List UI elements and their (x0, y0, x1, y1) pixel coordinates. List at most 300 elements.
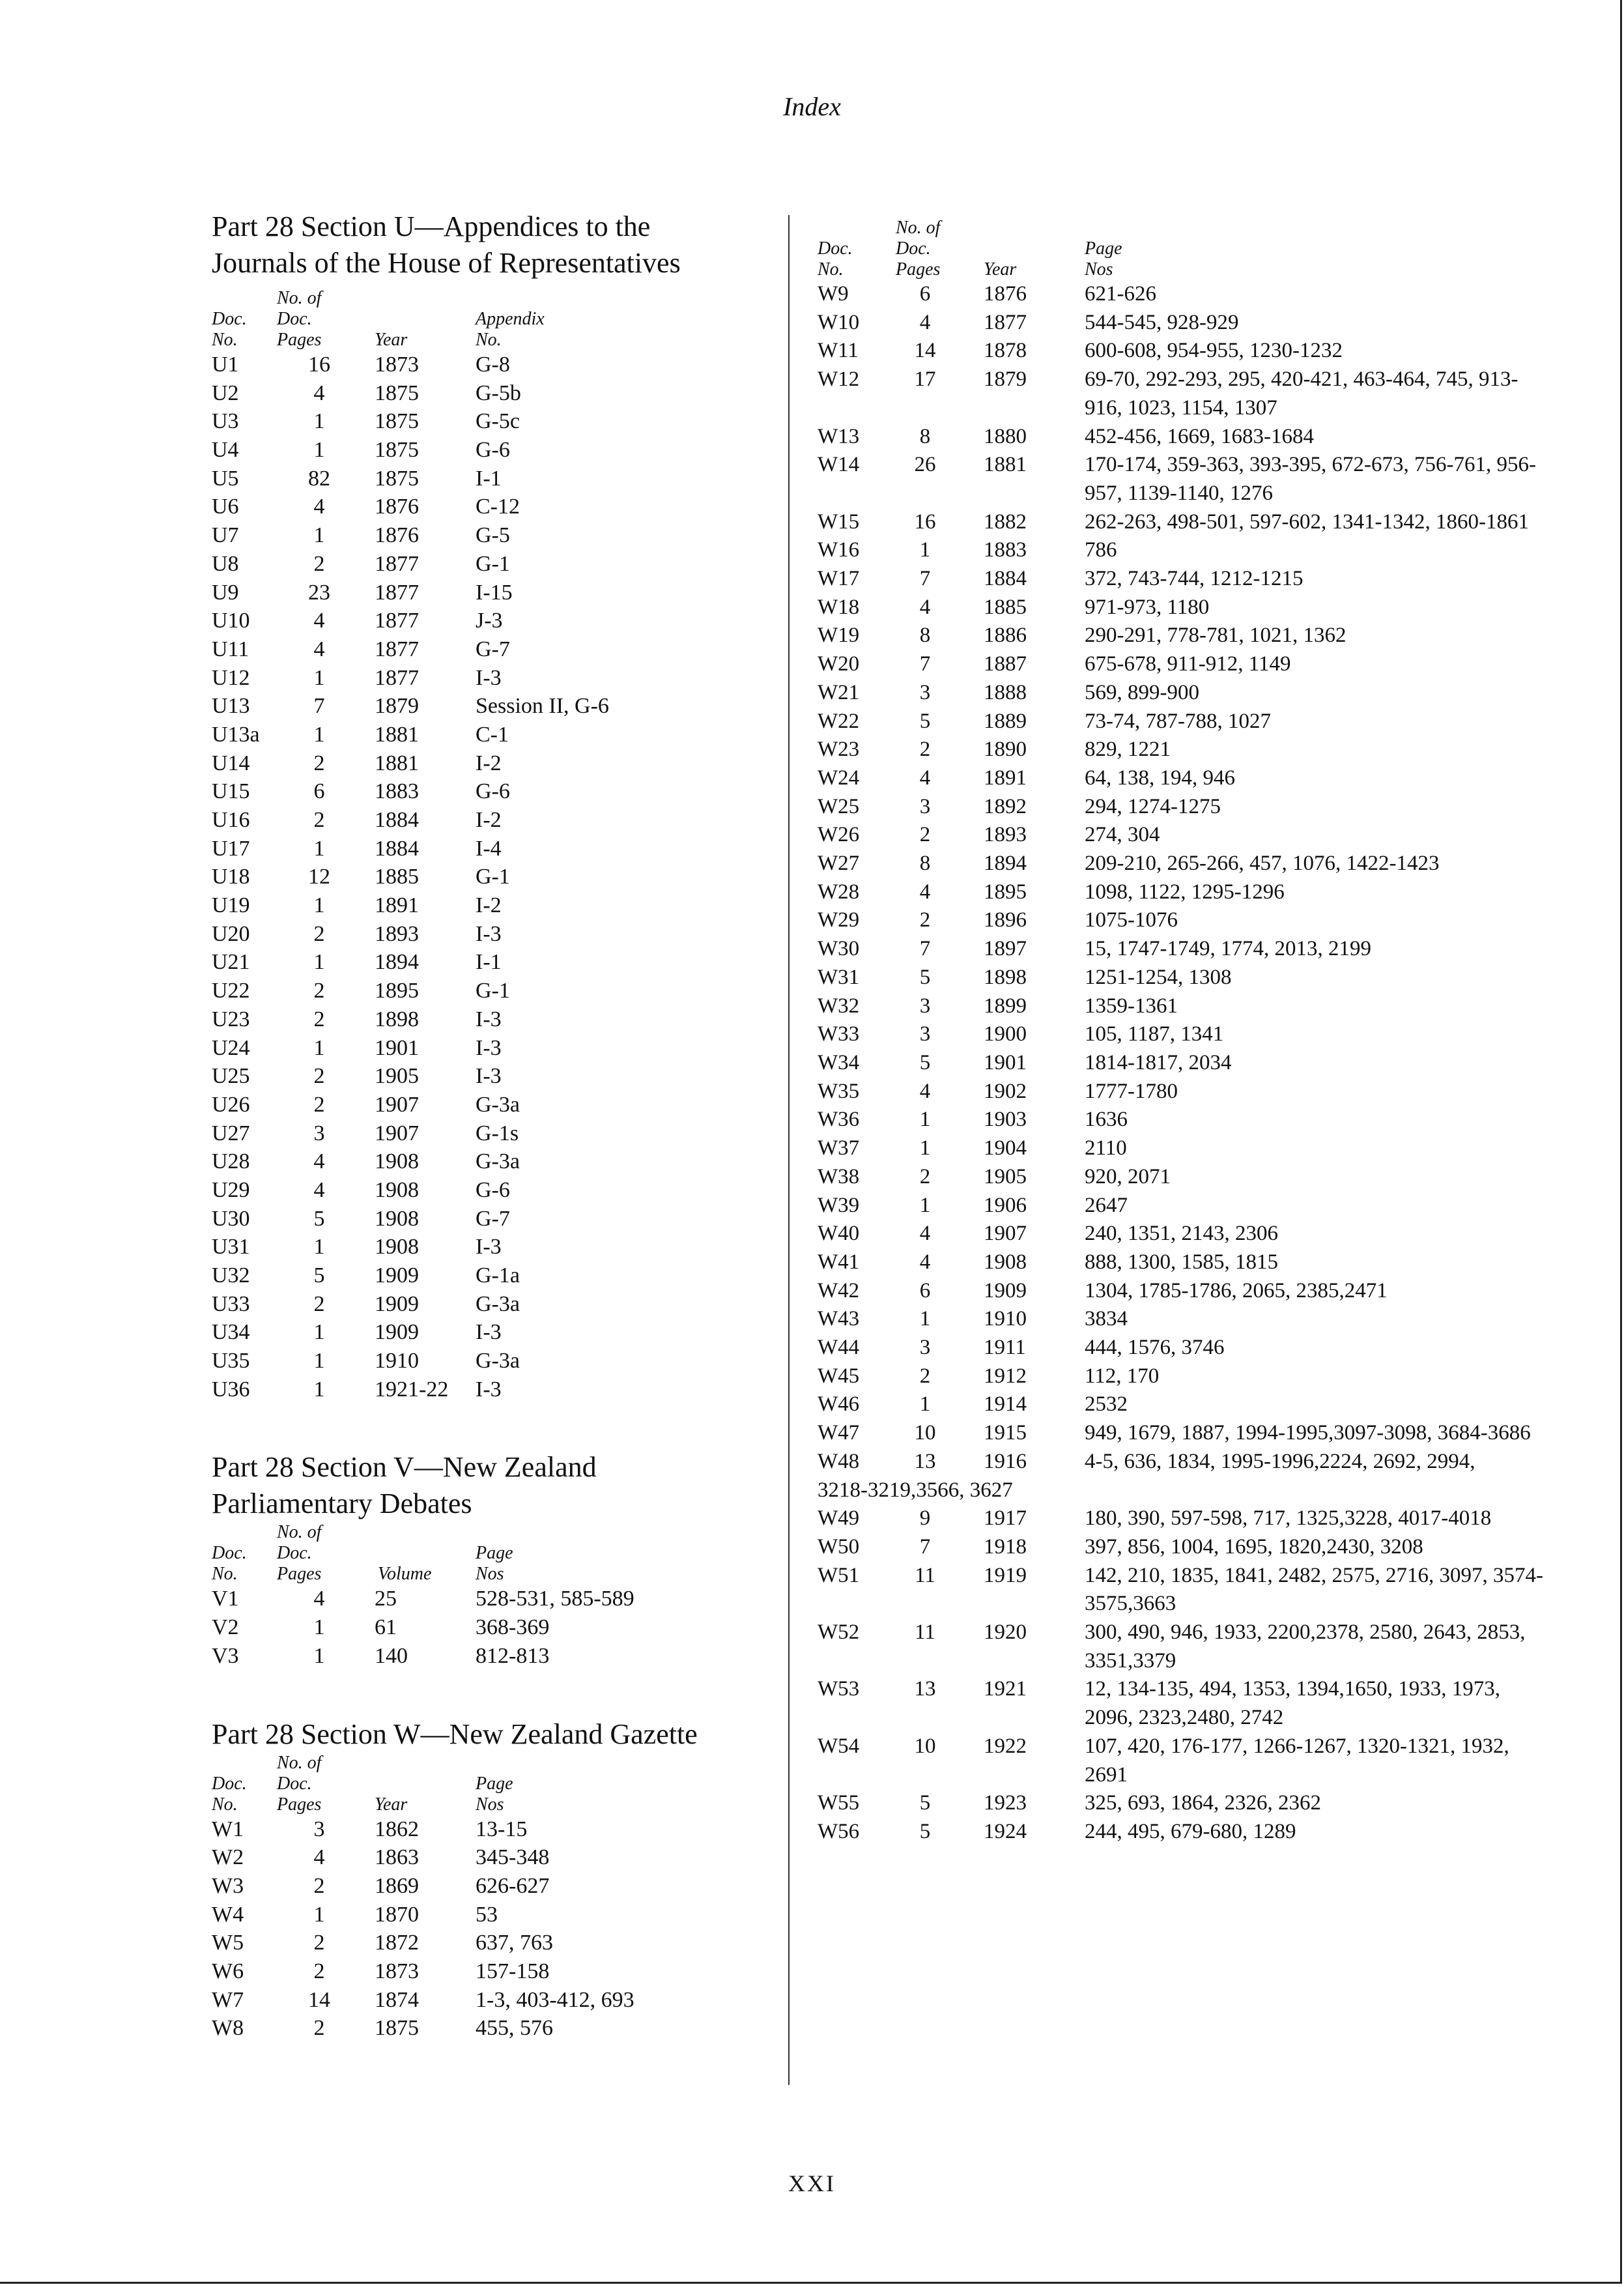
table-row (818, 679, 1599, 708)
table-row (212, 749, 785, 778)
doc-pages: 16 (914, 510, 936, 534)
doc-pages: 14 (308, 1987, 330, 2012)
doc-no: U4 (212, 438, 239, 463)
doc-year: 1909 (375, 1263, 419, 1287)
table-row (212, 1005, 785, 1034)
doc-pages: 5 (919, 1791, 931, 1815)
doc-pages: 4 (313, 495, 325, 519)
doc-pages: 2 (919, 738, 931, 762)
doc-pages: 4 (313, 1845, 325, 1870)
doc-pages: 2 (313, 2016, 325, 2041)
page-nos: 345-348 (476, 1845, 550, 1870)
doc-year: 1873 (375, 1959, 419, 1983)
doc-year: 1904 (984, 1136, 1027, 1160)
doc-no: W13 (818, 424, 860, 448)
doc-pages: 5 (919, 1819, 931, 1843)
doc-year: 1907 (984, 1222, 1027, 1246)
doc-no: U34 (212, 1320, 250, 1345)
doc-pages: 1 (313, 438, 325, 463)
doc-pages: 1 (919, 538, 931, 562)
doc-year: 1887 (984, 652, 1027, 676)
doc-no: W29 (818, 908, 860, 932)
doc-pages: 4 (313, 381, 325, 405)
section-u-title-line2: Journals of the House of Representatives (212, 247, 681, 279)
doc-pages: 4 (919, 595, 931, 619)
doc-no: W7 (212, 1987, 244, 2012)
table-row (818, 935, 1599, 964)
doc-no: W34 (818, 1050, 860, 1074)
header-page-nos: Page Nos (476, 1543, 513, 1585)
page-nos: 107, 420, 176-177, 1266-1267, 1320-1321, 1932, 2691 (1085, 1734, 1509, 1787)
doc-pages: 5 (313, 1206, 325, 1231)
table-row (212, 1375, 785, 1404)
doc-year: 1908 (375, 1235, 419, 1259)
doc-year: 1875 (375, 2016, 419, 2041)
doc-no: U7 (212, 523, 239, 548)
doc-year: 1890 (984, 738, 1027, 762)
table-row (818, 1419, 1599, 1448)
doc-no: U33 (212, 1291, 250, 1316)
doc-no: U19 (212, 893, 250, 918)
doc-pages: 13 (914, 1677, 936, 1701)
doc-no: W11 (818, 339, 859, 363)
doc-no: W6 (212, 1959, 244, 1983)
doc-no: U1 (212, 352, 239, 377)
table-row (212, 1290, 785, 1319)
doc-pages: 6 (919, 282, 931, 306)
doc-pages: 1 (919, 1108, 931, 1132)
doc-year: 1888 (984, 680, 1027, 704)
appendix-no: C-1 (476, 722, 509, 747)
doc-year: 1878 (984, 339, 1027, 363)
doc-pages: 7 (919, 567, 931, 591)
doc-pages: 1 (919, 1392, 931, 1417)
page-nos: 180, 390, 597-598, 717, 1325,3228, 4017-4018 (1085, 1506, 1492, 1531)
page-nos: 920, 2071 (1085, 1164, 1171, 1188)
doc-no: U31 (212, 1235, 250, 1259)
table-row (818, 1277, 1599, 1306)
doc-pages: 4 (313, 1149, 325, 1174)
doc-year: 1881 (375, 722, 419, 747)
doc-year: 1917 (984, 1506, 1027, 1531)
doc-no: W46 (818, 1392, 860, 1417)
doc-pages: 7 (919, 937, 931, 961)
table-row (818, 309, 1599, 338)
section-v (212, 1449, 785, 1670)
doc-year: 1879 (375, 694, 419, 719)
doc-year: 1911 (984, 1336, 1026, 1360)
table-row (818, 594, 1599, 622)
page-title: Index (783, 92, 841, 121)
doc-no: W1 (212, 1817, 244, 1841)
appendix-no: G-6 (476, 779, 510, 804)
page-nos: 53 (476, 1902, 498, 1927)
doc-pages: 2 (313, 1931, 325, 1955)
doc-pages: 3 (919, 680, 931, 704)
table-row (818, 423, 1599, 452)
doc-no: W19 (818, 624, 860, 648)
doc-year: 1905 (375, 1064, 419, 1089)
doc-no: W10 (818, 310, 860, 334)
appendix-no: G-1 (476, 979, 510, 1003)
column-divider (788, 215, 790, 2085)
doc-pages: 1 (919, 1136, 931, 1160)
appendix-no: G-5b (476, 381, 521, 405)
table-row (212, 465, 785, 493)
doc-year: 1916 (984, 1449, 1027, 1473)
appendix-no: G-1 (476, 865, 510, 889)
doc-year: 1910 (984, 1307, 1027, 1331)
doc-pages: 17 (914, 367, 936, 392)
doc-year: 1893 (375, 921, 419, 946)
doc-year: 1875 (375, 466, 419, 491)
doc-year: 1912 (984, 1364, 1027, 1388)
doc-no: V2 (212, 1615, 239, 1640)
section-v-title (212, 1449, 785, 1522)
doc-year: 1918 (984, 1534, 1027, 1559)
doc-no: W55 (818, 1791, 860, 1815)
doc-year: 1894 (375, 950, 419, 975)
table-row (818, 1305, 1599, 1334)
doc-no: W37 (818, 1136, 860, 1160)
page-nos: 675-678, 911-912, 1149 (1085, 652, 1291, 676)
doc-no: W26 (818, 823, 860, 847)
page-nos: 105, 1187, 1341 (1085, 1022, 1224, 1046)
appendix-no: G-1 (476, 551, 510, 576)
volume: 61 (375, 1615, 397, 1640)
table-row (212, 1872, 785, 1901)
header-no-of-pages: No. of Doc. Pages (277, 1752, 322, 1815)
appendix-no: G-7 (476, 1206, 510, 1231)
doc-no: W53 (818, 1677, 860, 1701)
table-row (212, 1233, 785, 1261)
table-row (212, 1642, 785, 1671)
right-column (818, 215, 1599, 1847)
section-v-title-line1: Part 28 Section V—New Zealand (212, 1451, 597, 1484)
doc-pages: 1 (313, 1902, 325, 1927)
doc-no: W8 (212, 2016, 244, 2041)
table-row (212, 1347, 785, 1375)
doc-pages: 1 (919, 1307, 931, 1331)
page-nos: 1636 (1085, 1108, 1128, 1132)
doc-no: W14 (818, 453, 860, 477)
doc-no: U3 (212, 409, 239, 434)
doc-no: U29 (212, 1177, 250, 1202)
page-nos: 786 (1085, 538, 1117, 562)
table-row (212, 1147, 785, 1176)
table-row (212, 407, 785, 436)
doc-pages: 1 (313, 665, 325, 690)
header-year: Year (375, 330, 408, 350)
doc-pages: 6 (919, 1278, 931, 1302)
doc-no: W23 (818, 738, 860, 762)
doc-year: 1877 (984, 310, 1027, 334)
appendix-no: G-7 (476, 637, 510, 661)
table-row (818, 536, 1599, 565)
doc-year: 1920 (984, 1620, 1027, 1645)
doc-no: W25 (818, 794, 860, 818)
header-year: Year (984, 259, 1017, 280)
doc-pages: 2 (313, 921, 325, 946)
doc-no: U24 (212, 1035, 250, 1060)
doc-no: W17 (818, 567, 860, 591)
doc-no: W39 (818, 1193, 860, 1217)
doc-no: W33 (818, 1022, 860, 1046)
page-nos: 244, 495, 679-680, 1289 (1085, 1819, 1296, 1843)
doc-pages: 4 (919, 1079, 931, 1103)
appendix-no: I-1 (476, 950, 502, 975)
page-nos: 1304, 1785-1786, 2065, 2385,2471 (1085, 1278, 1388, 1302)
doc-pages: 2 (919, 908, 931, 932)
section-u-header (212, 285, 785, 351)
appendix-no: G-3a (476, 1349, 520, 1374)
doc-no: W41 (818, 1250, 860, 1274)
doc-no: W24 (818, 766, 860, 790)
doc-year: 1921 (984, 1677, 1027, 1701)
doc-no: U18 (212, 865, 250, 889)
doc-no: U8 (212, 551, 239, 576)
table-row (818, 1789, 1599, 1818)
doc-pages: 2 (313, 1064, 325, 1089)
doc-year: 1884 (375, 808, 419, 832)
doc-year: 1877 (375, 609, 419, 633)
doc-year: 1914 (984, 1392, 1027, 1417)
doc-year: 1907 (375, 1121, 419, 1145)
section-u (212, 209, 785, 1403)
page-nos: 1075-1076 (1085, 908, 1178, 932)
page-nos: 949, 1679, 1887, 1994-1995,3097-3098, 3684-3686 (1085, 1421, 1531, 1445)
appendix-no: I-2 (476, 808, 502, 832)
doc-no: U6 (212, 495, 239, 519)
page-nos: 64, 138, 194, 946 (1085, 766, 1235, 790)
doc-no: U2 (212, 381, 239, 405)
table-row (212, 579, 785, 607)
table-row (818, 1106, 1599, 1134)
doc-pages: 11 (915, 1563, 935, 1587)
table-row (818, 650, 1599, 679)
table-row (212, 2014, 785, 2043)
appendix-no: I-3 (476, 1064, 502, 1089)
doc-year: 1923 (984, 1791, 1027, 1815)
table-row (818, 821, 1599, 850)
doc-year: 1881 (375, 751, 419, 775)
doc-pages: 1 (313, 1235, 325, 1259)
doc-year: 1901 (375, 1035, 419, 1060)
table-row (818, 878, 1599, 907)
header-doc-no: Doc. No. (818, 238, 853, 280)
doc-pages: 2 (919, 1164, 931, 1188)
page-nos: 971-973, 1180 (1085, 595, 1210, 619)
section-w-table-left (212, 1815, 785, 2043)
doc-pages: 2 (313, 1959, 325, 1983)
doc-no: W56 (818, 1819, 860, 1843)
doc-pages: 4 (919, 1222, 931, 1246)
page-nos: 170-174, 359-363, 393-395, 672-673, 756-761, 956-957, 1139-1140, 1276 (1085, 453, 1536, 505)
page-nos: 274, 304 (1085, 823, 1160, 847)
doc-pages: 6 (313, 779, 325, 804)
doc-year: 1881 (984, 453, 1027, 477)
table-row (212, 436, 785, 465)
page-nos: 2110 (1085, 1136, 1127, 1160)
page-nos: 528-531, 585-589 (476, 1587, 634, 1611)
doc-pages: 1 (313, 1615, 325, 1640)
page-nos: 1098, 1122, 1295-1296 (1085, 880, 1285, 904)
doc-no: W18 (818, 595, 860, 619)
table-row (818, 1078, 1599, 1106)
doc-pages: 10 (914, 1421, 936, 1445)
doc-year: 1870 (375, 1902, 419, 1927)
table-row (818, 565, 1599, 594)
doc-pages: 1 (313, 1643, 325, 1668)
doc-no: U23 (212, 1007, 250, 1031)
doc-pages: 5 (919, 709, 931, 733)
doc-no: V1 (212, 1587, 239, 1611)
doc-year: 1886 (984, 624, 1027, 648)
doc-year: 1876 (375, 495, 419, 519)
header-no-of-pages: No. of Doc. Pages (896, 218, 941, 280)
page-nos: 1814-1817, 2034 (1085, 1050, 1232, 1074)
doc-pages: 8 (919, 624, 931, 648)
table-row (818, 622, 1599, 650)
table-row (212, 835, 785, 863)
doc-no: U35 (212, 1349, 250, 1374)
doc-no: W31 (818, 965, 860, 989)
section-w-header (212, 1752, 785, 1815)
section-w (212, 1716, 785, 2043)
doc-no: W3 (212, 1873, 244, 1898)
section-u-title (212, 209, 785, 281)
doc-year: 1896 (984, 908, 1027, 932)
doc-pages: 8 (919, 424, 931, 448)
doc-pages: 2 (313, 751, 325, 775)
table-row (818, 1390, 1599, 1419)
doc-year: 1893 (984, 823, 1027, 847)
table-row (212, 607, 785, 635)
appendix-no: I-3 (476, 921, 502, 946)
doc-no: W48 (818, 1449, 860, 1473)
header-doc-no: Doc. No. (212, 1773, 247, 1815)
appendix-no: I-2 (476, 751, 502, 775)
page-nos: 13-15 (476, 1817, 528, 1841)
doc-no: U13 (212, 694, 250, 719)
page-nos: 294, 1274-1275 (1085, 794, 1221, 818)
table-row (818, 708, 1599, 736)
appendix-no: I-3 (476, 1235, 502, 1259)
table-row (212, 1957, 785, 1986)
doc-year: 1915 (984, 1421, 1027, 1445)
doc-pages: 2 (313, 808, 325, 832)
appendix-no: G-6 (476, 1177, 510, 1202)
doc-year: 1900 (984, 1022, 1027, 1046)
table-row (212, 977, 785, 1005)
doc-no: W50 (818, 1534, 860, 1559)
doc-pages: 1 (313, 836, 325, 861)
doc-no: W47 (818, 1421, 860, 1445)
page-nos: 626-627 (476, 1873, 550, 1898)
doc-pages: 2 (919, 1364, 931, 1388)
page-nos: 157-158 (476, 1959, 550, 1983)
appendix-no: I-3 (476, 1377, 502, 1402)
doc-no: U27 (212, 1121, 250, 1145)
table-row (818, 1049, 1599, 1078)
section-w-header-continued (818, 215, 1599, 280)
doc-year: 1898 (984, 965, 1027, 989)
doc-year: 1897 (984, 937, 1027, 961)
doc-pages: 1 (919, 1193, 931, 1217)
table-row (818, 508, 1599, 537)
doc-year: 1901 (984, 1050, 1027, 1074)
doc-year: 1877 (375, 580, 419, 605)
doc-year: 1863 (375, 1845, 419, 1870)
doc-year: 1885 (984, 595, 1027, 619)
doc-no: W40 (818, 1222, 860, 1246)
doc-year: 1877 (375, 637, 419, 661)
table-row (818, 736, 1599, 764)
table-row (818, 850, 1599, 878)
table-row (818, 1818, 1599, 1847)
doc-pages: 2 (313, 1873, 325, 1898)
page-nos: 1359-1361 (1085, 994, 1178, 1018)
table-row (212, 777, 785, 806)
doc-year: 1899 (984, 994, 1027, 1018)
doc-year: 1894 (984, 852, 1027, 876)
doc-pages: 2 (313, 551, 325, 576)
doc-pages: 3 (919, 994, 931, 1018)
table-row (212, 1261, 785, 1290)
left-column (212, 209, 785, 2043)
table-row (818, 1163, 1599, 1192)
doc-year: 1869 (375, 1873, 419, 1898)
doc-pages: 3 (313, 1817, 325, 1841)
doc-no: U22 (212, 979, 250, 1003)
doc-pages: 13 (914, 1449, 936, 1473)
volume: 25 (375, 1587, 397, 1611)
table-row (818, 1504, 1599, 1533)
table-row (212, 351, 785, 379)
appendix-no: I-15 (476, 580, 513, 605)
doc-no: U26 (212, 1092, 250, 1117)
doc-pages: 26 (914, 453, 936, 477)
doc-pages: 1 (313, 1377, 325, 1402)
page-nos: 455, 576 (476, 2016, 553, 2041)
doc-no: W4 (212, 1902, 244, 1927)
doc-year: 1909 (375, 1320, 419, 1345)
doc-year: 1906 (984, 1193, 1027, 1217)
doc-no: U13a (212, 722, 260, 747)
page-nos: 2532 (1085, 1392, 1128, 1417)
page-nos: 73-74, 787-788, 1027 (1085, 709, 1271, 733)
doc-year: 1875 (375, 381, 419, 405)
doc-no: W20 (818, 652, 860, 676)
doc-no: W5 (212, 1931, 244, 1955)
table-row (818, 764, 1599, 793)
page-nos: 444, 1576, 3746 (1085, 1336, 1225, 1360)
doc-year: 1879 (984, 367, 1027, 392)
doc-year: 1876 (984, 282, 1027, 306)
doc-no: W28 (818, 880, 860, 904)
appendix-no: J-3 (476, 609, 503, 633)
doc-no: W9 (818, 282, 849, 306)
table-row (818, 1675, 1599, 1732)
doc-year: 1883 (984, 538, 1027, 562)
doc-no: U32 (212, 1263, 250, 1287)
appendix-no: G-3a (476, 1092, 520, 1117)
page-nos: 325, 693, 1864, 2326, 2362 (1085, 1791, 1321, 1815)
section-w-table-right-continued (818, 1504, 1599, 1846)
page-nos: 12, 134-135, 494, 1353, 1394,1650, 1933, 1973, 2096, 2323,2480, 2742 (1085, 1677, 1500, 1730)
appendix-no: Session II, G-6 (476, 694, 609, 719)
table-row (818, 280, 1599, 309)
